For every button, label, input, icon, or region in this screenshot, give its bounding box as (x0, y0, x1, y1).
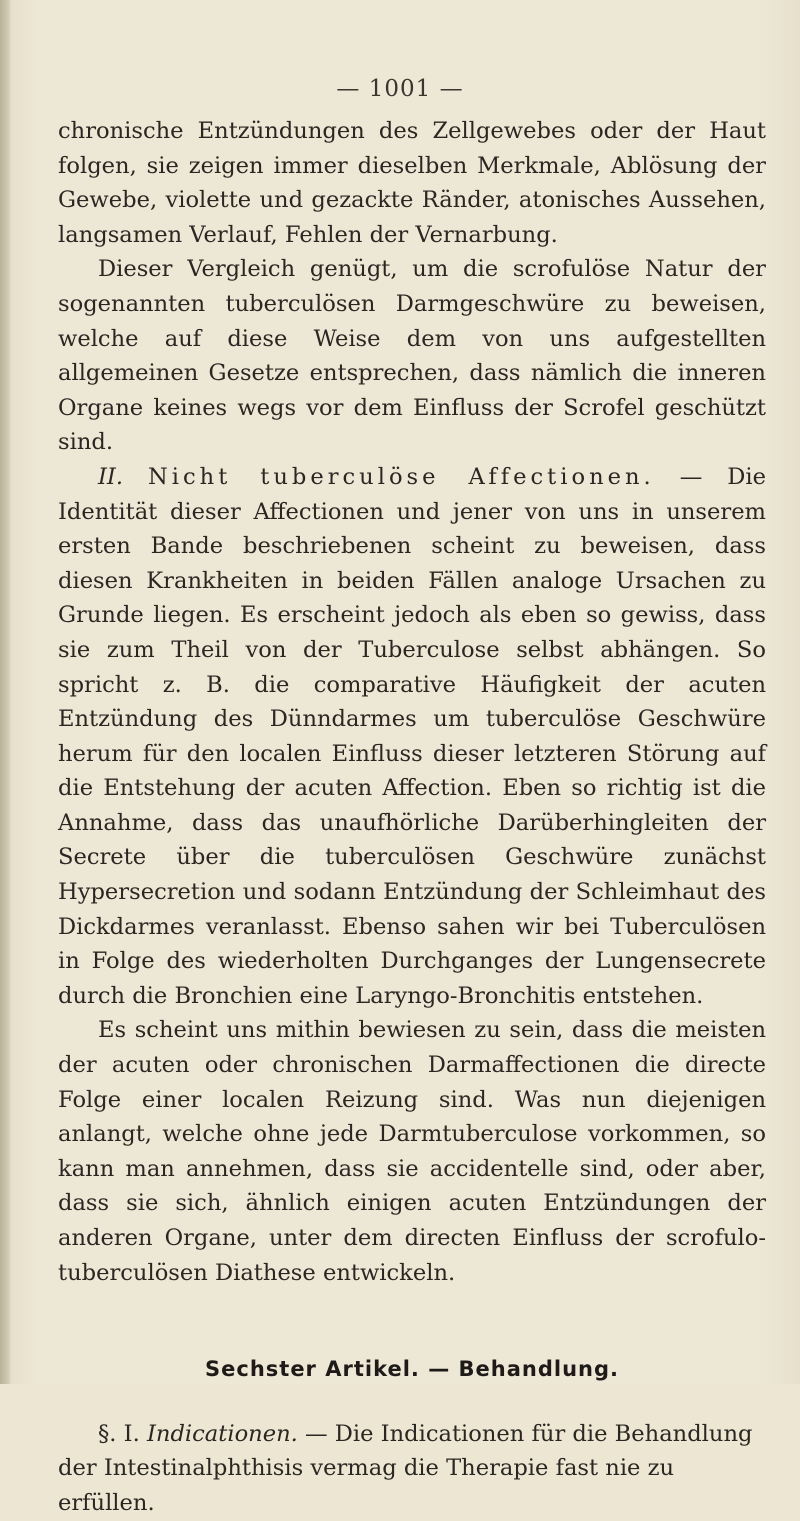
paragraph-3-text: — Die Identität dieser Affectionen und jener von uns in unserem ersten Bande beschriebenen scheint zu beweisen, dass diesen Krankheiten in beiden Fällen analoge Ursachen zu Grunde liegen. Es erscheint jedoch als eben so gewiss, dass sie zum Theil von der Tuberculose selbst abhängen. So spricht z. B. die comparative Häufigkeit der acuten Entzündung des Dünndarmes um tuberculöse Geschwüre herum für den localen Einfluss dieser letzteren Störung auf die Entstehung der acuten Affection. Eben so richtig ist die Annahme, dass das unaufhörliche Darüberhingleiten der Secrete über die tuberculösen Geschwüre zunächst Hypersecretion und sodann Entzündung der Schleimhaut des Dickdarmes veranlasst. Ebenso sahen wir bei Tuberculösen in Folge des wiederholten Durchganges der Lungensecrete durch die Bronchien eine Laryngo-Bronchitis entstehen. (58, 463, 766, 1009)
paragraph-2: Dieser Vergleich genügt, um die scrofulöse Natur der sogenannten tuberculösen Darmgeschwüre zu beweisen, welche auf diese Weise dem von uns aufgestellten allgemeinen Gesetze entsprechen, dass nämlich die inneren Organe keines wegs vor dem Einfluss der Scrofel geschützt sind. (58, 256, 766, 456)
section-numeral: II. (98, 463, 124, 490)
paragraph-5 (58, 1417, 766, 1521)
paragraph-5-text: — Die Indicationen für die Behandlung der Intestinalphthisis vermag die Therapie fast nie zu erfüllen. (58, 1420, 753, 1516)
paragraph-1: chronische Entzündungen des Zellgewebes oder der Haut folgen, sie zeigen immer dieselben Merkmale, Ablösung der Gewebe, violette und gezackte Ränder, atonisches Aussehen, langsamen Verlauf, Fehlen der Vernarbung. (58, 118, 766, 248)
paragraph-3 (58, 460, 766, 1014)
body-text (58, 114, 766, 1521)
article-heading: Sechster Artikel. — Behandlung. (205, 1357, 619, 1382)
paragraph-title: Indicationen. (146, 1420, 298, 1447)
paragraph-4: Es scheint uns mithin bewiesen zu sein, dass die meisten der acuten oder chronischen Darmaffectionen die directe Folge einer localen Reizung sind. Was nun diejenigen anlangt, welche ohne jede Darmtuberculose vorkommen, so kann man annehmen, dass sie accidentelle sind, oder aber, dass sie sich, ähnlich einigen acuten Entzündungen der anderen Organe, unter dem directen Einfluss der scrofulo-tuberculösen Diathese entwickeln. (58, 1017, 766, 1286)
paragraph-label: §. I. (98, 1420, 140, 1447)
page-binding-edge (0, 0, 10, 1384)
page-number: — 1001 — (336, 76, 464, 102)
subsection-title: Nicht tuberculöse Affectionen. (148, 463, 655, 490)
